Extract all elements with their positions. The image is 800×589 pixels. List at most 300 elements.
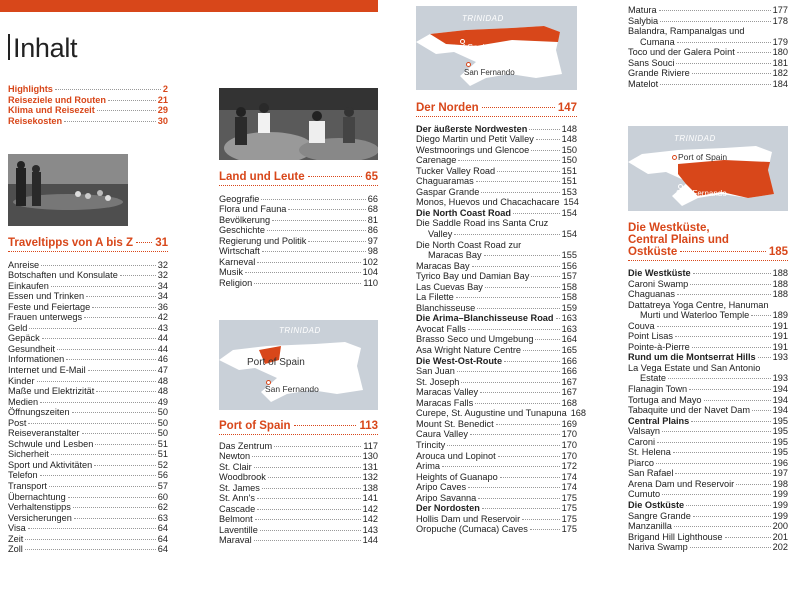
toc-entry[interactable] [8,502,168,513]
toc-entry[interactable] [416,429,577,440]
toc-entry[interactable] [416,387,577,398]
toc-entry-page: 175 [561,513,577,524]
toc-entry-page: 132 [362,472,378,483]
toc-entry[interactable] [416,218,577,229]
dot-leader [88,370,156,371]
toc-entry-page: 202 [772,542,788,553]
dot-leader [308,241,365,242]
toc-entry[interactable] [8,365,168,376]
dot-leader [475,403,559,404]
toc-entry[interactable] [628,37,788,48]
toc-entry[interactable] [628,416,788,427]
toc-entry-page: 180 [772,47,788,58]
dot-leader [498,456,560,457]
norden-heading[interactable]: Der Norden 147 [416,103,577,117]
dot-leader [668,378,771,379]
toc-entry-title: Newton [219,451,251,462]
toc-entry[interactable] [416,187,577,198]
toc-entry[interactable] [416,134,577,145]
toc-entry[interactable] [628,511,788,522]
toc-entry-page: 170 [561,450,577,461]
toc-entry[interactable] [628,363,788,374]
toc-entry-page: 21 [157,94,168,105]
toc-entry-title: Toco und der Galera Point [628,47,735,58]
toc-entry[interactable] [416,356,577,367]
toc-entry-title: Arena Dam und Reservoir [628,478,735,489]
toc-entry-title: Dattatreya Yoga Centre, Hanuman [628,299,769,310]
toc-entry-title: Aripo Caves [416,482,467,493]
toc-entry-title: San Juan [416,366,455,377]
dot-leader [691,421,770,422]
toc-entry-title: Monos, Huevos und Chacachacare [416,197,560,208]
toc-entry[interactable] [219,194,378,205]
westkueste-heading[interactable]: Die Westküste, Central Plains und Ostküste 185 [628,222,788,261]
toc-entry-page: 194 [772,394,788,405]
dot-leader [257,262,360,263]
toc-entry-title: Bevölkerung [219,214,271,225]
dot-leader [57,349,156,350]
toc-entry[interactable] [8,344,168,355]
toc-entry-title: Avocat Falls [416,323,466,334]
toc-entry[interactable] [219,504,378,515]
dot-leader [120,275,156,276]
toc-entry-title: Chaguaramas [416,176,474,187]
toc-entry-page: 188 [772,289,788,300]
toc-entry[interactable] [219,257,378,268]
toc-entry-title: St. Helena [628,447,671,458]
toc-entry[interactable] [8,439,168,450]
dot-leader [659,10,771,11]
toc-entry[interactable] [8,418,168,429]
toc-entry-title: Murti und Waterloo Temple [640,310,750,321]
toc-entry[interactable] [628,458,788,469]
toc-entry[interactable] [416,503,577,514]
toc-entry[interactable] [219,535,378,546]
toc-entry-page: 179 [772,36,788,47]
top-color-bar [0,0,378,12]
dot-leader [500,477,560,478]
col4-top-list [628,5,788,89]
toc-entry-page: 148 [561,134,577,145]
toc-entry[interactable] [416,250,577,261]
toc-entry[interactable] [416,472,577,483]
toc-entry-page: 198 [772,478,788,489]
toc-entry[interactable] [628,68,788,79]
toc-entry[interactable] [416,240,577,251]
toc-entry-page: 158 [561,292,577,303]
toc-entry-title: Grande Riviere [628,68,690,79]
toc-entry-page: 157 [561,271,577,282]
toc-entry[interactable] [416,313,577,324]
toc-entry-title: Transport [8,481,47,492]
toc-entry-page: 30 [157,115,168,126]
toc-entry-title: Cumana [640,36,675,47]
dot-leader [254,540,361,541]
toc-entry[interactable] [416,145,577,156]
toc-entry[interactable] [628,16,788,27]
dot-leader [272,220,366,221]
toc-entry[interactable] [416,451,577,462]
toc-entry-page: 148 [561,123,577,134]
toc-entry-title: Kinder [8,375,35,386]
toc-entry-page: 34 [157,280,168,291]
toc-entry-page: 191 [772,320,788,331]
toc-entry-title: Gepäck [8,333,40,344]
toc-entry[interactable] [416,408,587,419]
toc-entry-title: Carenage [416,155,457,166]
toc-entry[interactable] [8,105,168,116]
toc-entry-page: 48 [157,386,168,397]
toc-entry-page: 195 [772,415,788,426]
toc-entry-page: 44 [157,333,168,344]
dot-leader [73,507,156,508]
toc-entry[interactable] [8,260,168,271]
toc-entry[interactable] [219,462,378,473]
toc-entry[interactable] [416,124,577,135]
toc-entry-title: Asa Wright Nature Centre [416,345,522,356]
dot-leader [64,121,156,122]
dot-leader [484,255,560,256]
dot-leader [692,347,771,348]
toc-entry[interactable] [416,398,577,409]
toc-entry[interactable] [416,482,577,493]
toc-entry[interactable] [219,493,378,504]
toc-entry[interactable] [628,5,788,16]
toc-entry[interactable] [8,449,168,460]
toc-entry[interactable] [628,426,788,437]
toc-entry[interactable] [416,197,577,208]
dot-leader [37,381,156,382]
toc-entry-title: Versicherungen [8,512,72,523]
landleute-heading[interactable]: Land und Leute 65 [219,172,378,186]
toc-entry[interactable] [628,289,788,300]
toc-entry[interactable] [416,440,577,451]
toc-entry-page: 196 [772,457,788,468]
toc-entry-page: 117 [363,440,378,451]
toc-entry[interactable] [8,116,168,127]
toc-entry[interactable] [219,451,378,462]
dot-leader [476,181,560,182]
toc-entry-page: 189 [772,310,788,321]
toc-entry-page: 44 [157,343,168,354]
dot-leader [531,276,559,277]
dot-leader [260,530,361,531]
toc-entry[interactable] [416,303,577,314]
toc-entry-page: 142 [362,514,378,525]
dot-leader [268,477,361,478]
toc-entry[interactable] [416,461,577,472]
dot-leader [480,392,560,393]
toc-entry-page: 47 [157,365,168,376]
toc-entry-title: Geld [8,322,28,333]
toc-entry[interactable] [416,271,577,282]
dot-leader [257,509,360,510]
dot-leader [25,549,156,550]
toc-entry[interactable] [416,229,577,240]
dot-leader [522,519,559,520]
toc-entry[interactable] [628,79,788,90]
toc-entry-title: Tyrico Bay und Damian Bay [416,271,530,282]
toc-entry-page: 201 [772,531,788,542]
toc-entry[interactable] [416,208,577,219]
toc-entry[interactable] [628,384,788,395]
toc-entry[interactable] [628,521,788,532]
toc-entry[interactable] [628,331,788,342]
toc-entry[interactable] [219,483,378,494]
toc-entry-title: Essen und Trinken [8,291,85,302]
toc-entry[interactable] [219,525,378,536]
dot-leader [556,318,560,319]
toc-entry[interactable] [628,321,788,332]
toc-entry-title: Las Cuevas Bay [416,281,483,292]
toc-entry-page: 29 [157,105,168,116]
toc-entry[interactable] [628,489,788,500]
toc-entry[interactable] [628,47,788,58]
toc-entry-page: 34 [157,291,168,302]
toc-entry[interactable] [219,514,378,525]
toc-entry[interactable] [416,334,577,345]
toc-entry-page: 158 [561,281,577,292]
dot-leader [96,391,155,392]
toc-entry[interactable] [8,302,168,313]
toc-entry-title: Salybia [628,15,659,26]
toc-entry[interactable] [8,481,168,492]
dot-leader [288,209,365,210]
toc-entry[interactable] [8,95,168,106]
toc-entry[interactable] [8,84,168,95]
toc-entry-title: Rund um die Montserrat Hills [628,352,756,363]
traveltipps-section [8,238,168,555]
toc-entry[interactable] [628,300,788,311]
toc-entry[interactable] [416,524,577,535]
toc-entry[interactable] [8,397,168,408]
dot-leader [513,213,560,214]
toc-entry-page: 163 [561,323,577,334]
dot-leader [468,487,560,488]
toc-entry-page: 97 [367,235,378,246]
toc-entry[interactable] [8,407,168,418]
traveltipps-heading[interactable]: Traveltipps von A bis Z 31 [8,238,168,252]
dot-leader [84,317,156,318]
toc-entry-title: Zoll [8,544,23,555]
map-norden [416,6,577,90]
toc-entry-title: Religion [219,277,253,288]
toc-entry-page: 165 [561,345,577,356]
toc-entry-page: 64 [157,544,168,555]
toc-entry-title: Valley [428,229,453,240]
toc-entry-title: Botschaften und Konsulate [8,270,118,281]
toc-entry[interactable] [219,215,378,226]
toc-entry[interactable] [416,282,577,293]
toc-entry[interactable] [8,312,168,323]
toc-entry[interactable] [8,323,168,334]
toc-entry-page: 150 [561,155,577,166]
dot-leader [40,475,156,476]
toc-entry-title: Point Lisas [628,331,673,342]
toc-entry[interactable] [628,310,788,321]
toc-entry[interactable] [8,470,168,481]
toc-entry-page: 57 [157,481,168,492]
toc-entry-page: 156 [561,260,577,271]
toc-entry[interactable] [219,441,378,452]
toc-entry[interactable] [416,176,577,187]
toc-entry-page: 194 [772,384,788,395]
dot-leader [536,139,560,140]
toc-entry[interactable] [628,532,788,543]
toc-entry-page: 168 [570,408,587,419]
toc-entry-title: Valsayn [628,426,661,437]
dot-leader [472,266,560,267]
toc-entry-title: Belmont [219,514,253,525]
toc-entry-title: Curepe, St. Augustine und Tunapuna [416,408,567,419]
dot-leader [28,528,156,529]
toc-entry[interactable] [416,324,577,335]
toc-entry-title: Brigand Hill Lighthouse [628,531,723,542]
toc-entry-title: Übernachtung [8,491,66,502]
toc-entry[interactable] [628,479,788,490]
toc-entry-page: 174 [561,482,577,493]
toc-entry[interactable] [628,373,788,384]
toc-entry[interactable] [628,352,788,363]
toc-entry[interactable] [628,268,788,279]
toc-entry-page: 191 [772,331,788,342]
toc-entry[interactable] [8,354,168,365]
toc-entry-page: 66 [367,193,378,204]
toc-entry[interactable] [8,534,168,545]
dot-leader [274,446,361,447]
toc-entry-title: Musik [219,267,243,278]
toc-entry-page: 49 [157,396,168,407]
toc-entry-page: 184 [772,78,788,89]
toc-entry-title: Der Nordosten [416,503,480,514]
toc-entry-title: St. James [219,482,260,493]
toc-entry[interactable] [416,377,577,388]
toc-entry[interactable] [628,468,788,479]
toc-entry[interactable] [8,544,168,555]
toc-entry[interactable] [628,500,788,511]
dot-leader [72,412,156,413]
toc-entry-title: Matura [628,5,657,15]
toc-entry[interactable] [219,267,378,278]
toc-entry-title: Reisekosten [8,115,63,126]
toc-entry[interactable] [8,386,168,397]
toc-entry[interactable] [628,447,788,458]
dot-leader [51,286,156,287]
toc-entry-title: Feste und Feiertage [8,301,91,312]
toc-entry[interactable] [8,523,168,534]
toc-entry[interactable] [8,492,168,503]
toc-entry[interactable] [8,513,168,524]
toc-entry[interactable] [416,261,577,272]
toc-entry-page: 199 [772,510,788,521]
toc-entry[interactable] [8,428,168,439]
toc-entry-title: Chaguanas [628,289,675,300]
toc-entry[interactable] [628,437,788,448]
toc-entry[interactable] [628,26,788,37]
toc-entry[interactable] [628,405,788,416]
toc-entry[interactable] [219,204,378,215]
toc-entry[interactable] [416,155,577,166]
toc-entry-title: Medien [8,396,39,407]
toc-entry-page: 138 [362,482,378,493]
toc-entry-title: Tucker Valley Road [416,165,496,176]
toc-entry[interactable] [8,333,168,344]
map-island-label: TRINIDAD [462,14,504,23]
toc-entry[interactable] [8,291,168,302]
dot-leader [95,444,155,445]
toc-entry-page: 167 [561,387,577,398]
toc-entry[interactable] [8,270,168,281]
toc-entry-title: Visa [8,523,26,534]
toc-entry-title: Reiseveranstalter [8,428,80,439]
toc-entry-page: 174 [561,471,577,482]
toc-entry[interactable] [416,366,577,377]
toc-entry[interactable] [219,225,378,236]
toc-entry[interactable] [219,246,378,257]
portofspain-heading[interactable]: Port of Spain 113 [219,421,378,435]
toc-entry-title: Informationen [8,354,65,365]
dot-leader [28,423,155,424]
toc-entry-page: 50 [157,417,168,428]
toc-entry-page: 200 [772,521,788,532]
toc-entry-page: 143 [362,524,378,535]
toc-entry-title: Arima [416,461,440,472]
toc-entry[interactable] [628,395,788,406]
toc-entry[interactable] [628,279,788,290]
toc-entry[interactable] [628,58,788,69]
toc-entry[interactable] [416,345,577,356]
toc-entry[interactable] [219,278,378,289]
dot-leader [677,294,771,295]
dot-leader [55,89,161,90]
toc-entry-title: Die West-Ost-Route [416,355,503,366]
portofspain-section [219,421,378,546]
toc-entry[interactable] [416,514,577,525]
dot-leader [468,329,560,330]
dot-leader [504,361,560,362]
toc-entry[interactable] [8,460,168,471]
toc-entry-title: Zeit [8,533,24,544]
toc-entry-page: 110 [363,277,378,288]
dot-leader [261,199,365,200]
toc-entry[interactable] [416,292,577,303]
toc-entry[interactable] [628,342,788,353]
toc-entry-title: Die Arima–Blanchisseuse Road [416,313,554,324]
toc-entry[interactable] [416,166,577,177]
toc-entry[interactable] [219,472,378,483]
toc-entry[interactable] [219,236,378,247]
toc-entry[interactable] [416,493,577,504]
dot-leader [497,171,560,172]
toc-entry-page: 159 [561,302,577,313]
toc-entry[interactable] [416,419,577,430]
westkueste-section [628,222,788,553]
toc-entry[interactable] [628,542,788,553]
toc-entry-page: 164 [561,334,577,345]
dot-leader [457,371,560,372]
toc-entry-title: Piarco [628,457,655,468]
map-city-san-fernando: San Fernando [265,384,319,394]
toc-entry-title: Schwule und Lesben [8,438,94,449]
toc-entry-title: Verhaltenstipps [8,502,71,513]
dot-leader [267,230,366,231]
toc-entry-page: 63 [157,512,168,523]
dot-leader [485,287,560,288]
toc-entry-title: Sicherheit [8,449,49,460]
toc-entry-page: 144 [362,535,378,546]
toc-entry[interactable] [8,376,168,387]
toc-entry[interactable] [8,281,168,292]
